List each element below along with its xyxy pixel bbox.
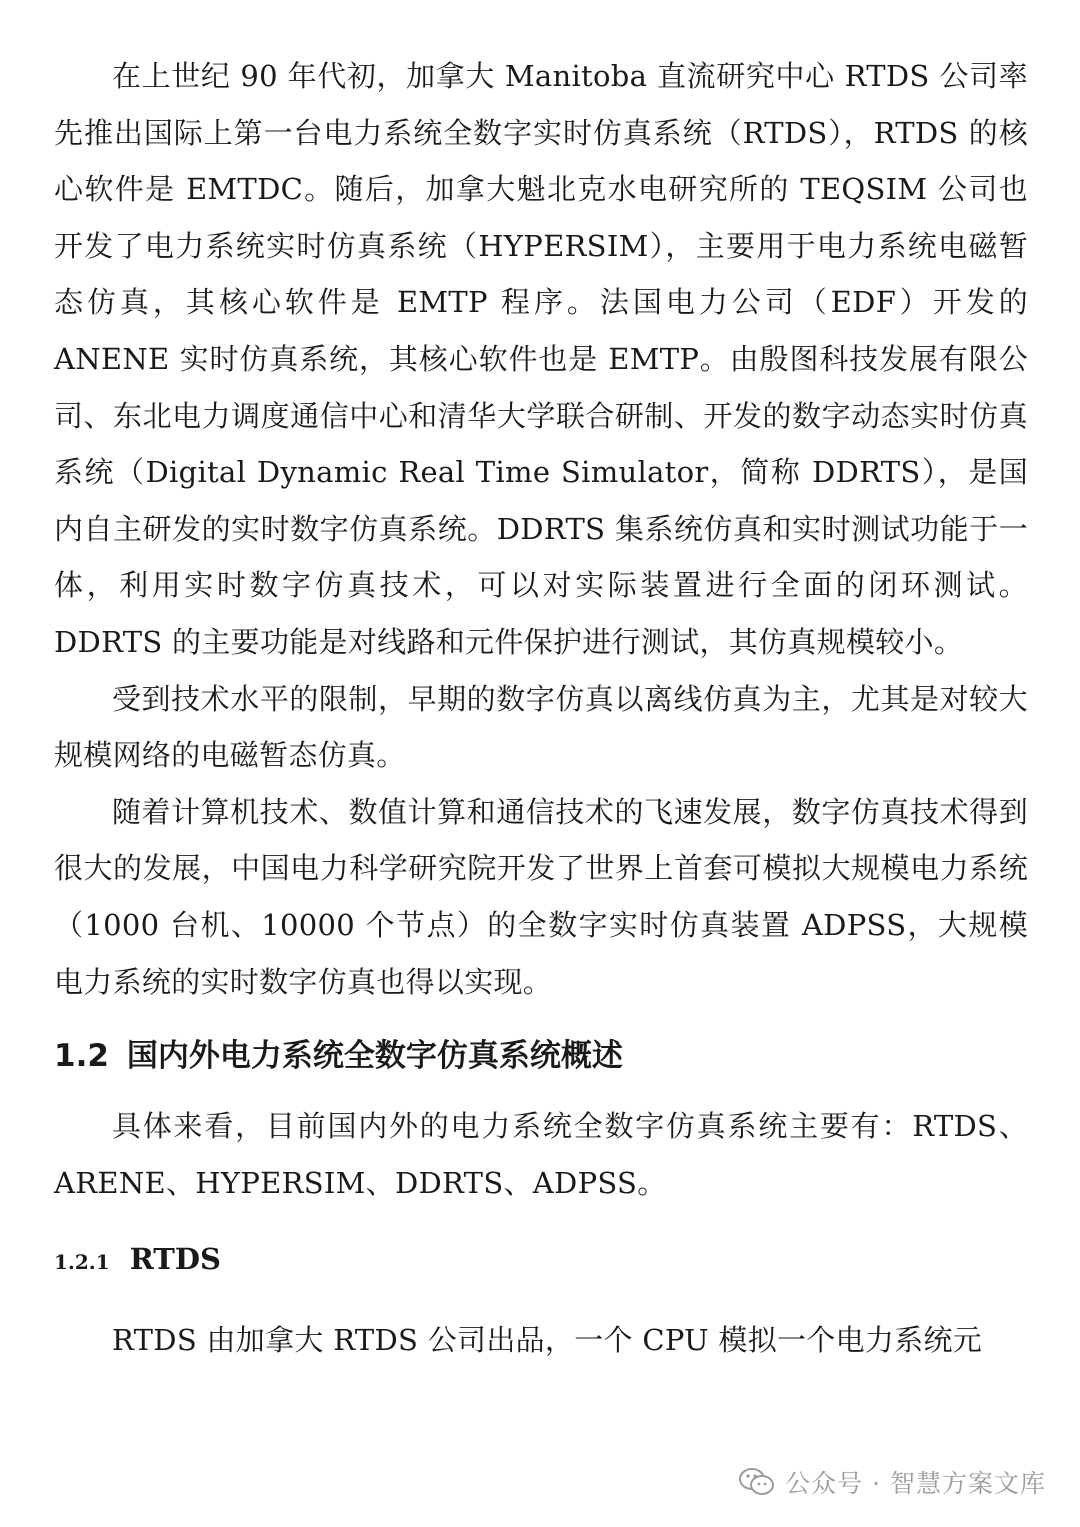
watermark bbox=[739, 1464, 1046, 1500]
watermark-text: 公众号 · 智慧方案文库 bbox=[785, 1469, 1046, 1498]
subsection-heading bbox=[54, 1239, 1028, 1284]
section-heading bbox=[54, 1032, 1028, 1080]
wechat-icon bbox=[739, 1467, 775, 1497]
section-number: 1.2 bbox=[54, 1038, 109, 1075]
paragraph-overview: 具体来看，目前国内外的电力系统全数字仿真系统主要有：RTDS、ARENE、HYPERSIM、DDRTS、ADPSS。 bbox=[54, 1109, 1028, 1200]
paragraph-history: 在上世纪 90 年代初，加拿大 Manitoba 直流研究中心 RTDS 公司率先推出国际上第一台电力系统全数字实时仿真系统（RTDS），RTDS 的核心软件是 EMTDC。随后，加拿大魁北克水电研究所的 TEQSIM 公司也开发了电力系统实时仿真系统（HYPERSIM），主要用于电力系统电磁暂态仿真，其核心软件是 EMTP 程序。法国电力公司（EDF）开发的 ANENE 实时仿真系统，其核心软件也是 EMTP。由殷图科技发展有限公司、东北电力调度通信中心和清华大学联合研制、开发的数字动态实时仿真系统（Digital Dynamic Real Time Simulator，简称 DDRTS），是国内自主研发的实时数字仿真系统。DDRTS 集系统仿真和实时测试功能于一体，利用实时数字仿真技术，可以对实际装置进行全面的闭环测试。DDRTS 的主要功能是对线路和元件保护进行测试，其仿真规模较小。 bbox=[54, 59, 1028, 659]
document-body bbox=[54, 48, 1028, 1369]
paragraph-rtds: RTDS 由加拿大 RTDS 公司出品，一个 CPU 模拟一个电力系统元 bbox=[112, 1323, 983, 1358]
subsection-title: RTDS bbox=[129, 1242, 221, 1277]
paragraph-offline-simulation: 受到技术水平的限制，早期的数字仿真以离线仿真为主，尤其是对较大规模网络的电磁暂态仿真。 bbox=[54, 681, 1028, 773]
section-title: 国内外电力系统全数字仿真系统概述 bbox=[126, 1038, 623, 1075]
paragraph-adpss: 随着计算机技术、数值计算和通信技术的飞速发展，数字仿真技术得到很大的发展，中国电力科学研究院开发了世界上首套可模拟大规模电力系统（1000 台机、10000 个节点）的全数字实时仿真装置 ADPSS，大规模电力系统的实时数字仿真也得以实现。 bbox=[54, 794, 1028, 999]
subsection-number: 1.2.1 bbox=[54, 1250, 110, 1275]
